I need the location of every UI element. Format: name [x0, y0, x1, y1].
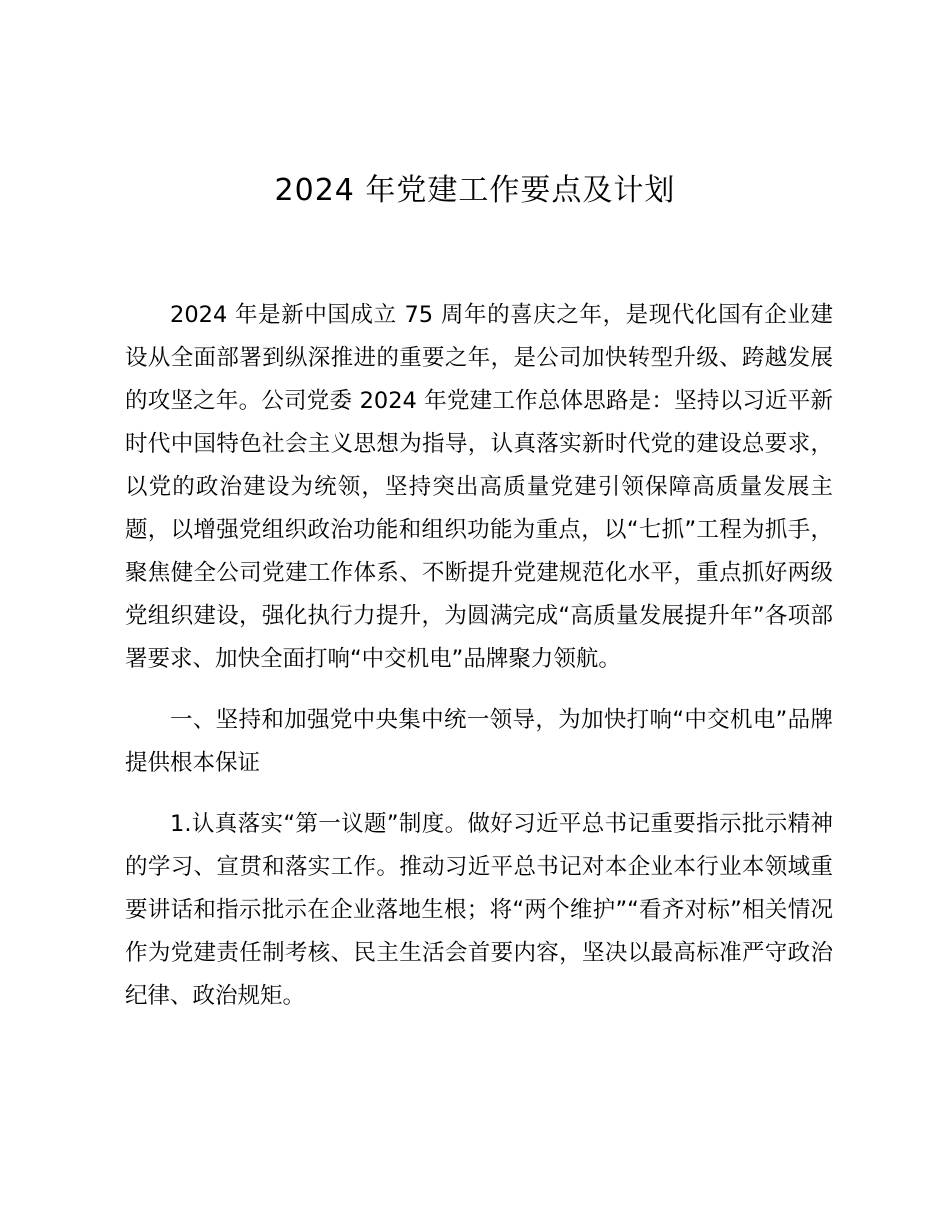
section-heading-1: 一、坚持和加强党中央集中统一领导，为加快打响“中交机电”品牌提供根本保证: [125, 707, 833, 776]
document-title: 2024 年党建工作要点及计划: [274, 173, 676, 208]
document-body: [125, 294, 833, 1036]
paragraph-intro: 2024 年是新中国成立 75 周年的喜庆之年，是现代化国有企业建设从全面部署到纵深推进的重要之年，是公司加快转型升级、跨越发展的攻坚之年。公司党委 2024 年党建工作总体思路是：坚持以习近平新时代中国特色社会主义思想为指导，认真落实新时代党的建设总要求，以党的政治建设为统领，坚持突出高质量党建引领保障高质量发展主题，以增强党组织政治功能和组织功能为重点，以“七抓”工程为抓手，聚焦健全公司党建工作体系、不断提升党建规范化水平，重点抓好两级党组织建设，强化执行力提升，为圆满完成“高质量发展提升年”各项部署要求、加快全面打响“中交机电”品牌聚力领航。: [125, 302, 833, 672]
paragraph-item-1: 1.认真落实“第一议题”制度。做好习近平总书记重要指示批示精神的学习、宣贯和落实工作。推动习近平总书记对本企业本行业本领域重要讲话和指示批示在企业落地生根；将“两个维护”“看齐对标”相关情况作为党建责任制考核、民主生活会首要内容，坚决以最高标准严守政治纪律、政治规矩。: [125, 811, 833, 1009]
